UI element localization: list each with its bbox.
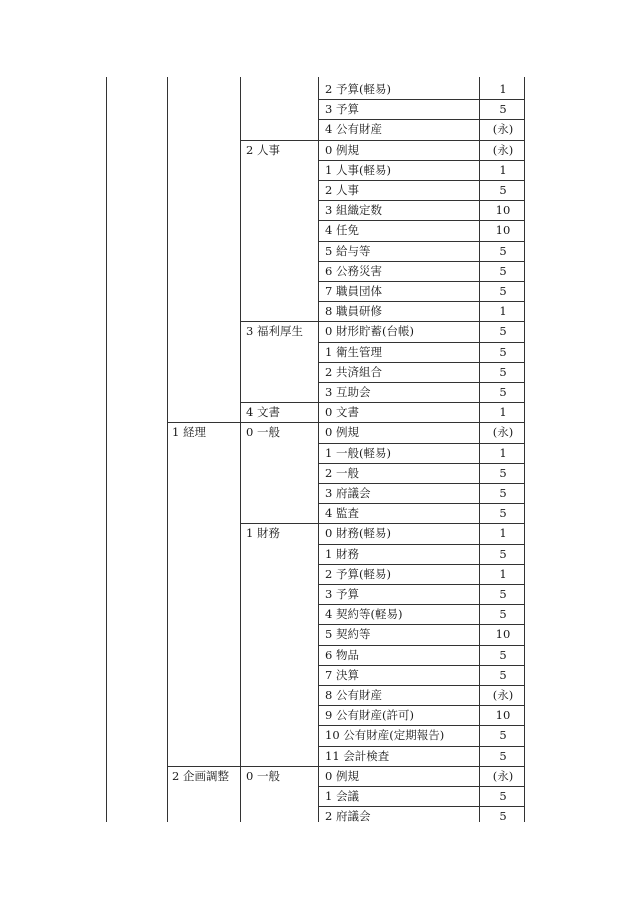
retention-period: (永) [492,425,514,439]
table-row-rule [318,362,525,363]
retention-period: 5 [499,668,507,682]
table-row-rule [240,321,525,322]
retention-period: 1 [499,446,507,460]
document-item: 8 公有財産 [325,688,382,702]
table-row-rule [318,301,525,302]
table-row-rule [318,180,525,181]
table-row-rule [318,261,525,262]
category-level2: 3 福利厚生 [246,324,303,338]
table-row-rule [318,160,525,161]
category-level2: 4 文書 [246,405,280,419]
document-item: 7 決算 [325,668,359,682]
retention-period: 5 [499,547,507,561]
table-row-rule [167,766,525,767]
document-item: 3 予算 [325,587,359,601]
document-item: 4 契約等(軽易) [325,607,403,621]
table-row-rule [318,564,525,565]
retention-period: 5 [499,648,507,662]
document-item: 1 会議 [325,789,359,803]
document-item: 2 府議会 [325,809,371,823]
document-item: 1 一般(軽易) [325,446,391,460]
table-row-rule [318,645,525,646]
document-item: 6 物品 [325,648,359,662]
document-item: 3 互助会 [325,385,371,399]
document-item: 3 予算 [325,102,359,116]
document-item: 5 契約等 [325,627,371,641]
table-row-rule [318,705,525,706]
document-item: 2 人事 [325,183,359,197]
table-row-rule [318,382,525,383]
category-level1: 2 企画調整 [172,769,229,783]
table-row-rule [318,746,525,747]
table-row-rule [318,624,525,625]
category-level2: 0 一般 [246,769,280,783]
retention-period: 5 [499,264,507,278]
document-item: 4 監査 [325,506,359,520]
retention-period: 10 [495,223,511,237]
category-level1: 1 経理 [172,425,206,439]
retention-period: 5 [499,244,507,258]
table-row-rule [318,220,525,221]
retention-period: 1 [499,304,507,318]
document-item: 11 会計検査 [325,749,390,763]
document-item: 3 組織定数 [325,203,382,217]
document-item: 0 文書 [325,405,359,419]
retention-period: 5 [499,466,507,480]
document-item: 0 例規 [325,425,359,439]
retention-period: (永) [492,769,514,783]
retention-period: (永) [492,688,514,702]
table-vertical-rule [479,77,480,822]
retention-period: 1 [499,82,507,96]
document-item: 6 公務災害 [325,264,382,278]
retention-period: 10 [495,627,511,641]
table-row-rule [318,806,525,807]
table-row-rule [318,342,525,343]
retention-period: 5 [499,385,507,399]
retention-period: 5 [499,324,507,338]
retention-period: 5 [499,486,507,500]
retention-period: 5 [499,749,507,763]
table-row-rule [318,99,525,100]
retention-period: 5 [499,506,507,520]
document-item: 2 一般 [325,466,359,480]
table-row-rule [240,523,525,524]
document-item: 2 予算(軽易) [325,82,391,96]
table-vertical-rule [318,77,319,822]
table-vertical-rule [106,77,107,822]
retention-period: 5 [499,728,507,742]
table-vertical-rule [167,77,168,822]
document-item: 1 衛生管理 [325,345,382,359]
document-item: 0 財形貯蓄(台帳) [325,324,414,338]
table-vertical-rule [524,77,525,822]
retention-period: 10 [495,708,511,722]
table-row-rule [318,119,525,120]
retention-period: 5 [499,789,507,803]
document-item: 8 職員研修 [325,304,382,318]
table-vertical-rule [240,77,241,822]
retention-period: (永) [492,122,514,136]
document-item: 0 例規 [325,143,359,157]
table-row-rule [318,281,525,282]
table-row-rule [318,584,525,585]
document-item: 2 予算(軽易) [325,567,391,581]
table-row-rule [318,685,525,686]
table-row-rule [318,241,525,242]
table-row-rule [318,665,525,666]
category-level2: 1 財務 [246,526,280,540]
document-item: 4 公有財産 [325,122,382,136]
table-row-rule [240,140,525,141]
table-row-rule [318,443,525,444]
document-item: 5 給与等 [325,244,371,258]
retention-period: 5 [499,284,507,298]
table-row-rule [318,200,525,201]
retention-period: 5 [499,365,507,379]
table-row-rule [318,503,525,504]
document-item: 4 任免 [325,223,359,237]
document-item: 0 例規 [325,769,359,783]
retention-period: (永) [492,143,514,157]
table-row-rule [240,402,525,403]
document-item: 10 公有財産(定期報告) [325,728,445,742]
table-row-rule [318,725,525,726]
retention-period: 1 [499,163,507,177]
document-item: 7 職員団体 [325,284,382,298]
document-item: 0 財務(軽易) [325,526,391,540]
category-level2: 0 一般 [246,425,280,439]
retention-period: 5 [499,587,507,601]
table-row-rule [167,422,525,423]
retention-period: 1 [499,405,507,419]
retention-period: 5 [499,809,507,823]
retention-period: 10 [495,203,511,217]
retention-period: 5 [499,183,507,197]
document-item: 9 公有財産(許可) [325,708,414,722]
table-row-rule [318,544,525,545]
category-level2: 2 人事 [246,143,280,157]
retention-period: 5 [499,102,507,116]
table-row-rule [318,786,525,787]
table-row-rule [318,483,525,484]
table-row-rule [318,463,525,464]
retention-period: 5 [499,607,507,621]
document-item: 1 人事(軽易) [325,163,391,177]
retention-period: 1 [499,567,507,581]
table-row-rule [318,604,525,605]
retention-period: 1 [499,526,507,540]
retention-period: 5 [499,345,507,359]
document-item: 3 府議会 [325,486,371,500]
document-item: 1 財務 [325,547,359,561]
document-item: 2 共済組合 [325,365,382,379]
